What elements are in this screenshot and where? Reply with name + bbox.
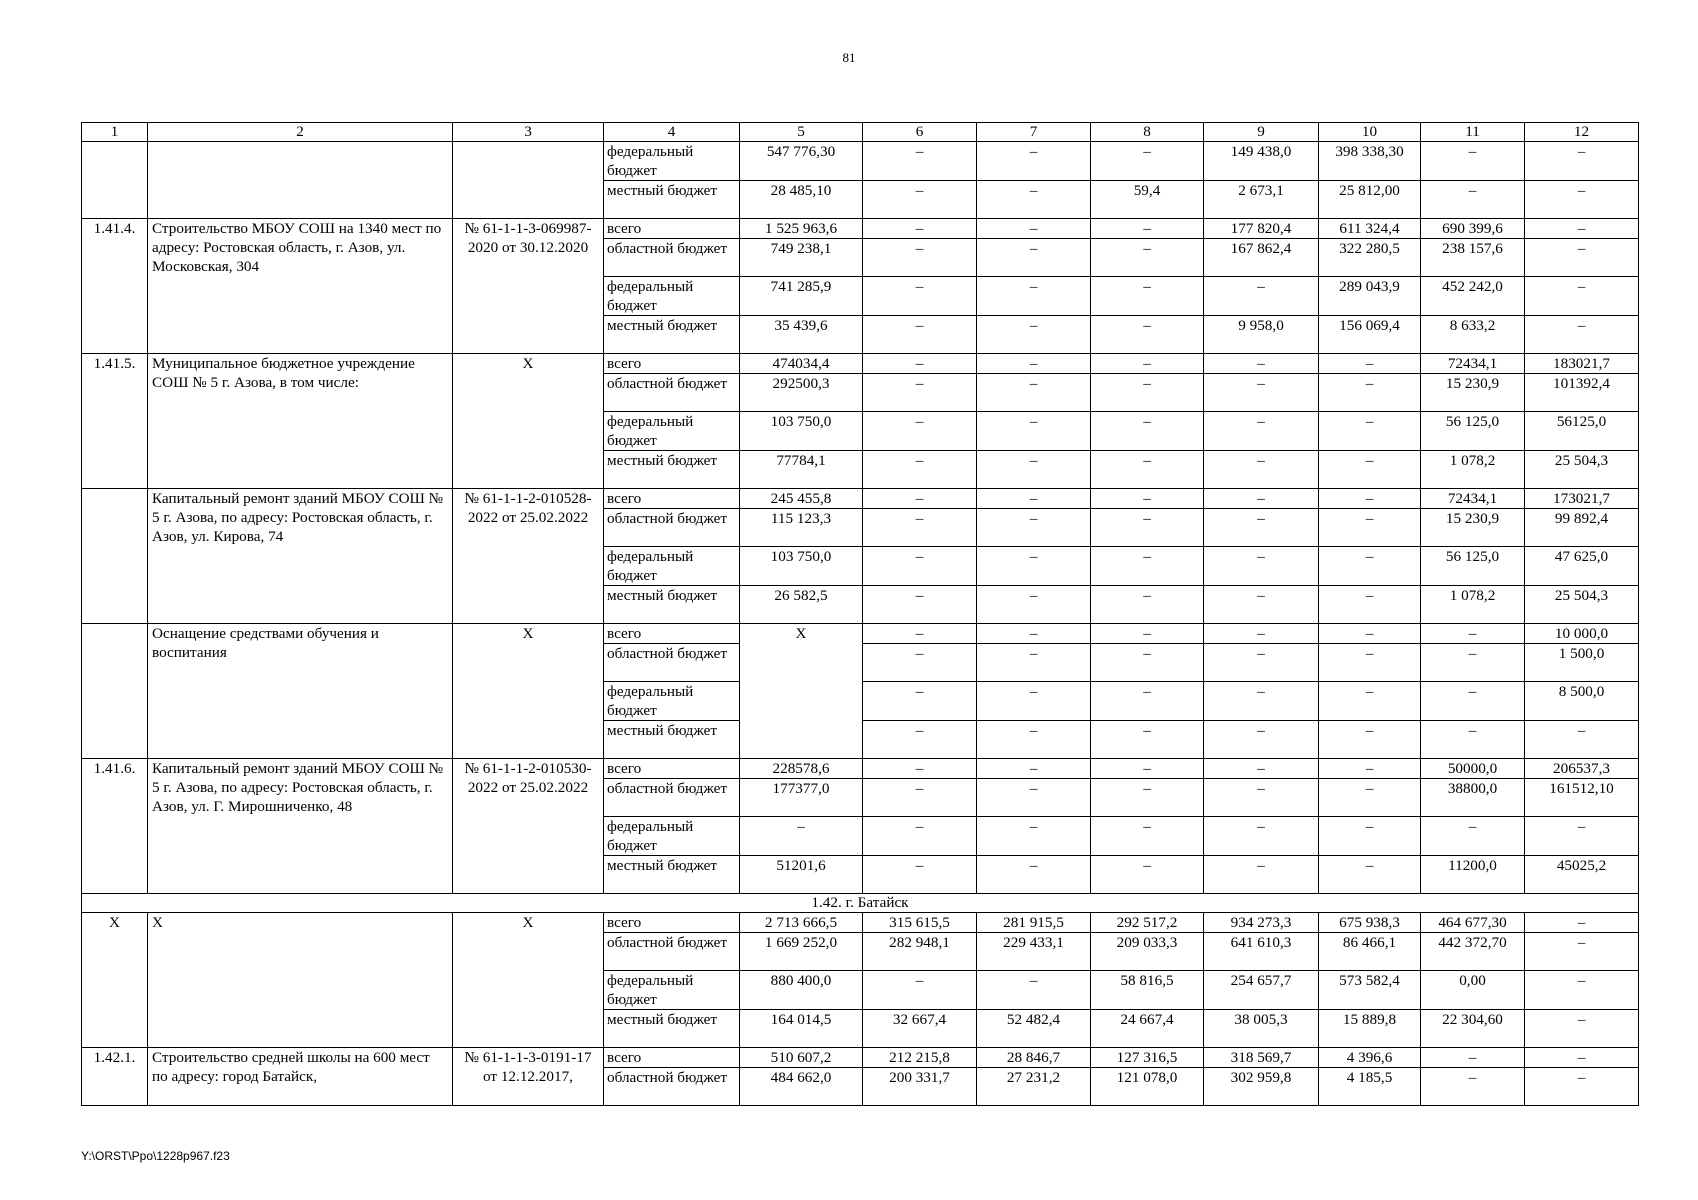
value-cell: 56125,0 xyxy=(1525,412,1639,451)
funding-source: федеральный бюджет xyxy=(604,412,740,451)
value-cell: – xyxy=(1204,354,1319,374)
value-cell: 28 485,10 xyxy=(740,181,863,219)
value-cell: – xyxy=(977,374,1091,412)
value-cell: 24 667,4 xyxy=(1091,1010,1204,1048)
value-cell: – xyxy=(1319,779,1421,817)
value-cell: – xyxy=(977,682,1091,721)
value-cell: – xyxy=(1421,624,1525,644)
value-cell: – xyxy=(863,316,977,354)
value-cell: 15 230,9 xyxy=(1421,509,1525,547)
value-cell: – xyxy=(1091,856,1204,894)
value-cell: 398 338,30 xyxy=(1319,142,1421,181)
value-cell: – xyxy=(863,412,977,451)
value-cell: – xyxy=(863,721,977,759)
column-number: 4 xyxy=(604,123,740,142)
value-cell: 101392,4 xyxy=(1525,374,1639,412)
value-cell: 15 889,8 xyxy=(1319,1010,1421,1048)
value-cell: – xyxy=(1319,547,1421,586)
value-cell: 474034,4 xyxy=(740,354,863,374)
table-row xyxy=(82,489,1639,509)
funding-source: областной бюджет xyxy=(604,644,740,682)
value-cell: – xyxy=(977,509,1091,547)
item-code xyxy=(82,142,148,219)
value-cell: 322 280,5 xyxy=(1319,239,1421,277)
value-cell: 22 304,60 xyxy=(1421,1010,1525,1048)
value-cell: – xyxy=(1525,721,1639,759)
value-cell: 149 438,0 xyxy=(1204,142,1319,181)
value-cell: 238 157,6 xyxy=(1421,239,1525,277)
value-cell: 11200,0 xyxy=(1421,856,1525,894)
value-cell: – xyxy=(977,856,1091,894)
value-cell: – xyxy=(1421,1048,1525,1068)
value-cell: – xyxy=(1525,239,1639,277)
item-code: 1.41.6. xyxy=(82,759,148,894)
value-cell: 934 273,3 xyxy=(1204,913,1319,933)
funding-source: всего xyxy=(604,1048,740,1068)
value-cell: 127 316,5 xyxy=(1091,1048,1204,1068)
value-cell: – xyxy=(1421,1068,1525,1106)
value-cell: 32 667,4 xyxy=(863,1010,977,1048)
value-cell: 464 677,30 xyxy=(1421,913,1525,933)
funding-source: областной бюджет xyxy=(604,779,740,817)
value-cell: – xyxy=(740,817,863,856)
funding-source: местный бюджет xyxy=(604,856,740,894)
value-cell: 212 215,8 xyxy=(863,1048,977,1068)
value-cell: – xyxy=(1204,489,1319,509)
value-cell: 115 123,3 xyxy=(740,509,863,547)
value-cell: – xyxy=(977,142,1091,181)
item-code xyxy=(82,624,148,759)
value-cell: 8 633,2 xyxy=(1421,316,1525,354)
value-cell: – xyxy=(977,239,1091,277)
value-cell: 206537,3 xyxy=(1525,759,1639,779)
funding-source: всего xyxy=(604,913,740,933)
object-name: Строительство средней школы на 600 мест по адресу: город Батайск, xyxy=(148,1048,453,1106)
funding-source: всего xyxy=(604,354,740,374)
section-header-row xyxy=(82,894,1639,913)
object-name: Х xyxy=(148,913,453,1048)
value-cell: – xyxy=(1091,759,1204,779)
value-cell: 442 372,70 xyxy=(1421,933,1525,971)
value-cell: 318 569,7 xyxy=(1204,1048,1319,1068)
value-cell: – xyxy=(863,971,977,1010)
value-cell: 50000,0 xyxy=(1421,759,1525,779)
value-cell: – xyxy=(863,624,977,644)
funding-source: местный бюджет xyxy=(604,586,740,624)
value-cell: – xyxy=(1204,759,1319,779)
table-row xyxy=(82,219,1639,239)
value-cell: – xyxy=(1319,586,1421,624)
registration-number: № 61-1-1-2-010530-2022 от 25.02.2022 xyxy=(453,759,604,894)
value-cell: – xyxy=(863,181,977,219)
value-cell: – xyxy=(1091,586,1204,624)
value-cell: 103 750,0 xyxy=(740,547,863,586)
value-cell: 484 662,0 xyxy=(740,1068,863,1106)
object-name: Капитальный ремонт зданий МБОУ СОШ № 5 г. Азова, по адресу: Ростовская область, г. Азов, ул. Г. Мирошниченко, 48 xyxy=(148,759,453,894)
value-cell: – xyxy=(1525,277,1639,316)
value-cell: – xyxy=(977,219,1091,239)
registration-number: Х xyxy=(453,913,604,1048)
registration-number: № 61-1-1-3-0191-17 от 12.12.2017, xyxy=(453,1048,604,1106)
value-cell: – xyxy=(1091,316,1204,354)
value-cell: 1 500,0 xyxy=(1525,644,1639,682)
value-cell: – xyxy=(863,451,977,489)
value-cell: – xyxy=(1204,374,1319,412)
funding-source: местный бюджет xyxy=(604,181,740,219)
table-row xyxy=(82,624,1639,644)
value-cell: – xyxy=(1525,913,1639,933)
value-cell: 183021,7 xyxy=(1525,354,1639,374)
value-cell: 25 812,00 xyxy=(1319,181,1421,219)
value-cell: 56 125,0 xyxy=(1421,547,1525,586)
value-cell: – xyxy=(1525,817,1639,856)
column-number: 7 xyxy=(977,123,1091,142)
value-cell: – xyxy=(1091,644,1204,682)
value-cell: 15 230,9 xyxy=(1421,374,1525,412)
value-cell: 880 400,0 xyxy=(740,971,863,1010)
value-cell: 2 713 666,5 xyxy=(740,913,863,933)
value-cell: – xyxy=(1319,759,1421,779)
value-cell: – xyxy=(1204,451,1319,489)
section-title: 1.42. г. Батайск xyxy=(82,894,1639,913)
column-number: 12 xyxy=(1525,123,1639,142)
value-cell: 1 525 963,6 xyxy=(740,219,863,239)
value-cell: – xyxy=(1319,489,1421,509)
value-cell: – xyxy=(863,489,977,509)
value-cell: 26 582,5 xyxy=(740,586,863,624)
value-cell: 675 938,3 xyxy=(1319,913,1421,933)
item-code xyxy=(82,489,148,624)
value-cell: 25 504,3 xyxy=(1525,586,1639,624)
funding-source: федеральный бюджет xyxy=(604,817,740,856)
value-cell: 0,00 xyxy=(1421,971,1525,1010)
column-number: 9 xyxy=(1204,123,1319,142)
item-code: 1.41.4. xyxy=(82,219,148,354)
value-cell: 35 439,6 xyxy=(740,316,863,354)
funding-source: областной бюджет xyxy=(604,1068,740,1106)
value-cell: – xyxy=(1091,412,1204,451)
value-cell: 77784,1 xyxy=(740,451,863,489)
value-cell: – xyxy=(977,624,1091,644)
value-cell: – xyxy=(1319,682,1421,721)
value-cell: 547 776,30 xyxy=(740,142,863,181)
registration-number: Х xyxy=(453,624,604,759)
item-code: 1.41.5. xyxy=(82,354,148,489)
value-cell: – xyxy=(863,277,977,316)
value-cell: – xyxy=(977,759,1091,779)
column-number: 10 xyxy=(1319,123,1421,142)
value-cell: – xyxy=(1319,509,1421,547)
value-cell: – xyxy=(1204,721,1319,759)
value-cell: – xyxy=(1421,181,1525,219)
value-cell: – xyxy=(863,779,977,817)
value-cell: – xyxy=(863,219,977,239)
value-cell: 10 000,0 xyxy=(1525,624,1639,644)
value-cell: – xyxy=(1319,374,1421,412)
object-name: Муниципальное бюджетное учреждение СОШ № 5 г. Азова, в том числе: xyxy=(148,354,453,489)
value-cell: 167 862,4 xyxy=(1204,239,1319,277)
value-cell: – xyxy=(977,586,1091,624)
registration-number: № 61-1-1-3-069987-2020 от 30.12.2020 xyxy=(453,219,604,354)
table-row xyxy=(82,354,1639,374)
value-cell: 177 820,4 xyxy=(1204,219,1319,239)
value-cell: – xyxy=(1091,219,1204,239)
value-cell: 229 433,1 xyxy=(977,933,1091,971)
value-cell: – xyxy=(1319,721,1421,759)
value-cell: 28 846,7 xyxy=(977,1048,1091,1068)
column-number: 6 xyxy=(863,123,977,142)
value-cell: 56 125,0 xyxy=(1421,412,1525,451)
value-cell: – xyxy=(1091,509,1204,547)
value-cell: – xyxy=(1091,817,1204,856)
value-cell: – xyxy=(1319,412,1421,451)
value-cell: 161512,10 xyxy=(1525,779,1639,817)
object-name: Оснащение средствами обучения и воспитания xyxy=(148,624,453,759)
value-cell: – xyxy=(1091,451,1204,489)
funding-source: федеральный бюджет xyxy=(604,142,740,181)
value-cell: – xyxy=(863,239,977,277)
value-cell: 177377,0 xyxy=(740,779,863,817)
value-cell: – xyxy=(1421,817,1525,856)
object-name: Строительство МБОУ СОШ на 1340 мест по адресу: Ростовская область, г. Азов, ул. Московская, 304 xyxy=(148,219,453,354)
funding-source: местный бюджет xyxy=(604,316,740,354)
value-cell: 452 242,0 xyxy=(1421,277,1525,316)
funding-source: местный бюджет xyxy=(604,721,740,759)
value-cell: 38800,0 xyxy=(1421,779,1525,817)
value-cell: – xyxy=(1525,142,1639,181)
value-cell: 99 892,4 xyxy=(1525,509,1639,547)
column-number: 11 xyxy=(1421,123,1525,142)
value-cell: 641 610,3 xyxy=(1204,933,1319,971)
funding-source: областной бюджет xyxy=(604,933,740,971)
value-cell: – xyxy=(1091,354,1204,374)
value-cell: 2 673,1 xyxy=(1204,181,1319,219)
value-cell: 8 500,0 xyxy=(1525,682,1639,721)
value-cell: 58 816,5 xyxy=(1091,971,1204,1010)
budget-table xyxy=(81,122,1639,1106)
value-cell: – xyxy=(1204,682,1319,721)
value-cell: – xyxy=(863,586,977,624)
value-cell: 1 078,2 xyxy=(1421,451,1525,489)
funding-source: всего xyxy=(604,759,740,779)
value-cell: – xyxy=(977,817,1091,856)
column-number-row xyxy=(82,123,1639,142)
value-cell: – xyxy=(1204,856,1319,894)
value-cell: 103 750,0 xyxy=(740,412,863,451)
value-cell: 315 615,5 xyxy=(863,913,977,933)
value-cell: – xyxy=(1421,142,1525,181)
funding-source: федеральный бюджет xyxy=(604,547,740,586)
object-name xyxy=(148,142,453,219)
funding-source: областной бюджет xyxy=(604,509,740,547)
value-cell: 254 657,7 xyxy=(1204,971,1319,1010)
value-cell: 1 078,2 xyxy=(1421,586,1525,624)
value-cell: – xyxy=(1204,509,1319,547)
value-cell: – xyxy=(1204,644,1319,682)
item-code: Х xyxy=(82,913,148,1048)
value-cell: 302 959,8 xyxy=(1204,1068,1319,1106)
value-cell: – xyxy=(977,547,1091,586)
value-cell: – xyxy=(1091,489,1204,509)
value-cell: 4 396,6 xyxy=(1319,1048,1421,1068)
table-row xyxy=(82,142,1639,181)
value-cell: – xyxy=(1091,277,1204,316)
value-cell: 200 331,7 xyxy=(863,1068,977,1106)
value-cell: – xyxy=(1525,1010,1639,1048)
value-cell: 289 043,9 xyxy=(1319,277,1421,316)
value-cell: 282 948,1 xyxy=(863,933,977,971)
value-cell: – xyxy=(1204,277,1319,316)
value-cell: – xyxy=(977,354,1091,374)
item-code: 1.42.1. xyxy=(82,1048,148,1106)
table-row xyxy=(82,759,1639,779)
funding-source: всего xyxy=(604,219,740,239)
value-cell: 741 285,9 xyxy=(740,277,863,316)
page-number: 81 xyxy=(842,50,856,65)
value-cell: 292500,3 xyxy=(740,374,863,412)
value-cell: – xyxy=(1091,374,1204,412)
object-name: Капитальный ремонт зданий МБОУ СОШ № 5 г. Азова, по адресу: Ростовская область, г. Азов, ул. Кирова, 74 xyxy=(148,489,453,624)
column-number: 3 xyxy=(453,123,604,142)
value-cell: – xyxy=(977,971,1091,1010)
value-cell: 52 482,4 xyxy=(977,1010,1091,1048)
value-cell: 1 669 252,0 xyxy=(740,933,863,971)
value-cell: 86 466,1 xyxy=(1319,933,1421,971)
value-cell: 72434,1 xyxy=(1421,489,1525,509)
value-cell: 25 504,3 xyxy=(1525,451,1639,489)
value-cell: – xyxy=(863,644,977,682)
registration-number: Х xyxy=(453,354,604,489)
value-cell: 228578,6 xyxy=(740,759,863,779)
funding-source: федеральный бюджет xyxy=(604,682,740,721)
value-cell: – xyxy=(1091,142,1204,181)
value-cell: – xyxy=(977,316,1091,354)
value-cell: 611 324,4 xyxy=(1319,219,1421,239)
column-number: 8 xyxy=(1091,123,1204,142)
value-cell: 292 517,2 xyxy=(1091,913,1204,933)
funding-source: областной бюджет xyxy=(604,239,740,277)
funding-source: всего xyxy=(604,489,740,509)
value-cell: – xyxy=(1319,451,1421,489)
column-number: 5 xyxy=(740,123,863,142)
funding-source: федеральный бюджет xyxy=(604,277,740,316)
registration-number xyxy=(453,142,604,219)
value-cell: – xyxy=(863,682,977,721)
value-cell: 245 455,8 xyxy=(740,489,863,509)
value-cell: – xyxy=(977,489,1091,509)
value-cell: – xyxy=(1525,971,1639,1010)
value-cell: – xyxy=(977,412,1091,451)
value-cell: – xyxy=(1525,316,1639,354)
value-cell: – xyxy=(1525,181,1639,219)
value-cell: – xyxy=(1319,624,1421,644)
value-cell: – xyxy=(1204,547,1319,586)
funding-source: всего xyxy=(604,624,740,644)
value-cell: – xyxy=(863,354,977,374)
table-row xyxy=(82,913,1639,933)
footer-file-path: Y:\ORST\Ppo\1228p967.f23 xyxy=(81,1149,230,1163)
value-cell: 47 625,0 xyxy=(1525,547,1639,586)
value-cell: – xyxy=(1421,721,1525,759)
value-cell: – xyxy=(977,721,1091,759)
value-cell: – xyxy=(1204,586,1319,624)
value-cell: 690 399,6 xyxy=(1421,219,1525,239)
value-cell: – xyxy=(863,817,977,856)
value-cell: 510 607,2 xyxy=(740,1048,863,1068)
registration-number: № 61-1-1-2-010528-2022 от 25.02.2022 xyxy=(453,489,604,624)
value-cell: – xyxy=(1091,547,1204,586)
value-cell: – xyxy=(977,181,1091,219)
value-cell: 156 069,4 xyxy=(1319,316,1421,354)
value-cell: – xyxy=(1091,779,1204,817)
value-cell: – xyxy=(1319,644,1421,682)
funding-source: местный бюджет xyxy=(604,451,740,489)
funding-source: местный бюджет xyxy=(604,1010,740,1048)
value-cell: 38 005,3 xyxy=(1204,1010,1319,1048)
value-cell: 573 582,4 xyxy=(1319,971,1421,1010)
value-cell: 749 238,1 xyxy=(740,239,863,277)
value-cell: – xyxy=(1525,1048,1639,1068)
value-cell: – xyxy=(1204,779,1319,817)
value-cell: – xyxy=(863,509,977,547)
value-cell: – xyxy=(863,759,977,779)
value-cell: 209 033,3 xyxy=(1091,933,1204,971)
value-cell: 45025,2 xyxy=(1525,856,1639,894)
value-cell: – xyxy=(1091,624,1204,644)
column-number: 2 xyxy=(148,123,453,142)
value-cell: – xyxy=(1091,682,1204,721)
value-cell: – xyxy=(1204,624,1319,644)
value-cell: – xyxy=(863,547,977,586)
value-cell: – xyxy=(1525,219,1639,239)
value-cell: 281 915,5 xyxy=(977,913,1091,933)
value-cell: 27 231,2 xyxy=(977,1068,1091,1106)
value-cell: – xyxy=(1421,644,1525,682)
value-cell: – xyxy=(1319,354,1421,374)
value-cell: 121 078,0 xyxy=(1091,1068,1204,1106)
value-cell: 51201,6 xyxy=(740,856,863,894)
value-cell: – xyxy=(863,142,977,181)
value-cell: – xyxy=(1319,817,1421,856)
value-cell: – xyxy=(1421,682,1525,721)
value-cell: – xyxy=(977,644,1091,682)
value-cell: 59,4 xyxy=(1091,181,1204,219)
value-cell: – xyxy=(977,451,1091,489)
value-cell: – xyxy=(1204,817,1319,856)
value-cell: – xyxy=(1525,1068,1639,1106)
value-cell: – xyxy=(977,277,1091,316)
value-cell: – xyxy=(977,779,1091,817)
value-cell: – xyxy=(1319,856,1421,894)
value-cell: 164 014,5 xyxy=(740,1010,863,1048)
table-row xyxy=(82,1048,1639,1068)
value-cell: – xyxy=(1091,721,1204,759)
value-cell: 173021,7 xyxy=(1525,489,1639,509)
value-cell: – xyxy=(1204,412,1319,451)
funding-source: федеральный бюджет xyxy=(604,971,740,1010)
funding-source: областной бюджет xyxy=(604,374,740,412)
value-cell: 9 958,0 xyxy=(1204,316,1319,354)
value-cell: – xyxy=(1091,239,1204,277)
value-cell: Х xyxy=(740,624,863,759)
value-cell: – xyxy=(863,374,977,412)
value-cell: 72434,1 xyxy=(1421,354,1525,374)
column-number: 1 xyxy=(82,123,148,142)
value-cell: – xyxy=(863,856,977,894)
value-cell: – xyxy=(1525,933,1639,971)
value-cell: 4 185,5 xyxy=(1319,1068,1421,1106)
